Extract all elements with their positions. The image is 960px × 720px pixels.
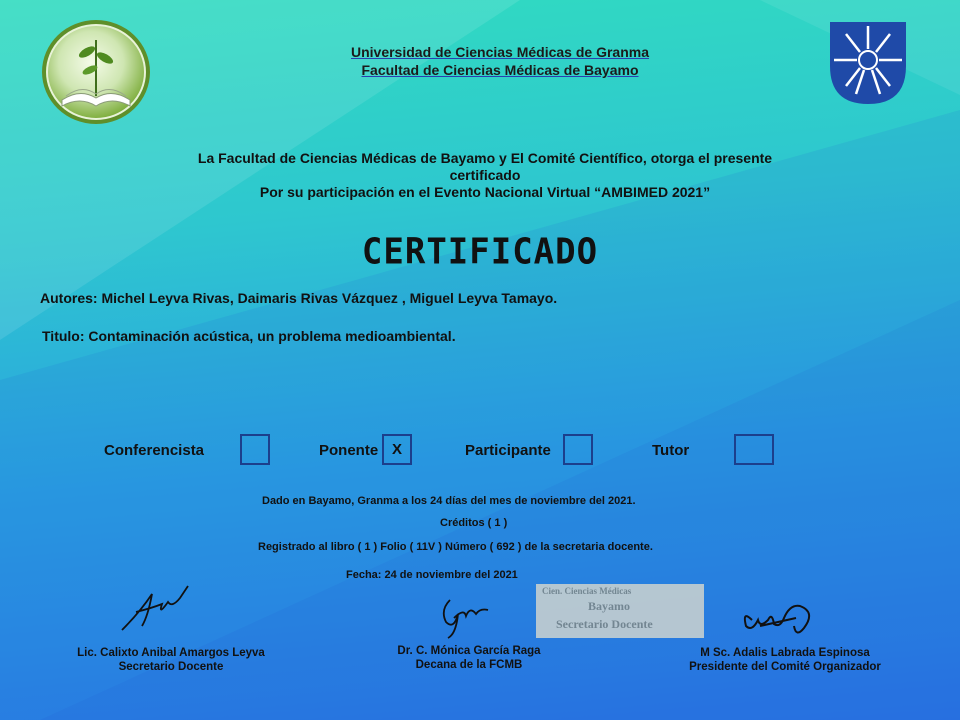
- faculty-name: Facultad de Ciencias Médicas de Bayamo: [361, 62, 639, 78]
- registry-line: Registrado al libro ( 1 ) Folio ( 11V ) Número ( 692 ) de la secretaria docente.: [258, 541, 653, 553]
- certificate-title: CERTIFICADO: [361, 231, 599, 273]
- university-name: Universidad de Ciencias Médicas de Granma: [350, 44, 649, 60]
- signatory-1-role: Secretario Docente: [118, 661, 224, 673]
- given-line: Dado en Bayamo, Granma a los 24 días del mes de noviembre del 2021.: [262, 495, 636, 507]
- signatory-3: [652, 646, 918, 674]
- work-title-line: Titulo: Contaminación acústica, un problema medioambiental.: [42, 328, 456, 344]
- intro-line-3: Por su participación en el Evento Nacional Virtual “AMBIMED 2021”: [259, 184, 711, 200]
- signature-2-icon: [436, 594, 492, 640]
- signatory-1: [40, 646, 302, 674]
- intro-line-2: certificado: [449, 167, 521, 183]
- university-logo-icon: [828, 20, 908, 106]
- authors-line: Autores: Michel Leyva Rivas, Daimaris Rivas Vázquez , Miguel Leyva Tamayo.: [40, 290, 558, 306]
- intro-text: [130, 150, 840, 201]
- signatory-3-name: M Sc. Adalis Labrada Espinosa: [700, 647, 870, 659]
- signature-3-icon: [738, 598, 818, 642]
- signatory-2-name: Dr. C. Mónica García Raga: [397, 645, 541, 657]
- role-label-conferencista: Conferencista: [104, 442, 205, 459]
- role-box-conferencista: [240, 434, 270, 465]
- signatory-3-role: Presidente del Comité Organizador: [689, 661, 881, 673]
- faculty-logo-icon: [40, 18, 152, 126]
- intro-line-1: La Facultad de Ciencias Médicas de Bayamo y El Comité Científico, otorga el presente: [197, 150, 773, 166]
- role-label-tutor: Tutor: [652, 442, 690, 459]
- credits-line: Créditos ( 1 ): [440, 517, 508, 529]
- role-box-tutor: [734, 434, 774, 465]
- role-box-participante: [563, 434, 593, 465]
- signature-1-icon: [118, 582, 192, 634]
- signatory-1-name: Lic. Calixto Anibal Amargos Leyva: [77, 647, 265, 659]
- role-label-participante: Participante: [465, 442, 551, 459]
- date-line: Fecha: 24 de noviembre del 2021: [346, 569, 518, 581]
- role-box-ponente: X: [382, 434, 412, 465]
- secretary-stamp: Cien. Ciencias Médicas Bayamo Secretario Docente: [536, 584, 704, 638]
- signatory-2-role: Decana de la FCMB: [415, 659, 523, 671]
- role-label-ponente: Ponente: [319, 442, 379, 459]
- signatory-2: [360, 644, 578, 672]
